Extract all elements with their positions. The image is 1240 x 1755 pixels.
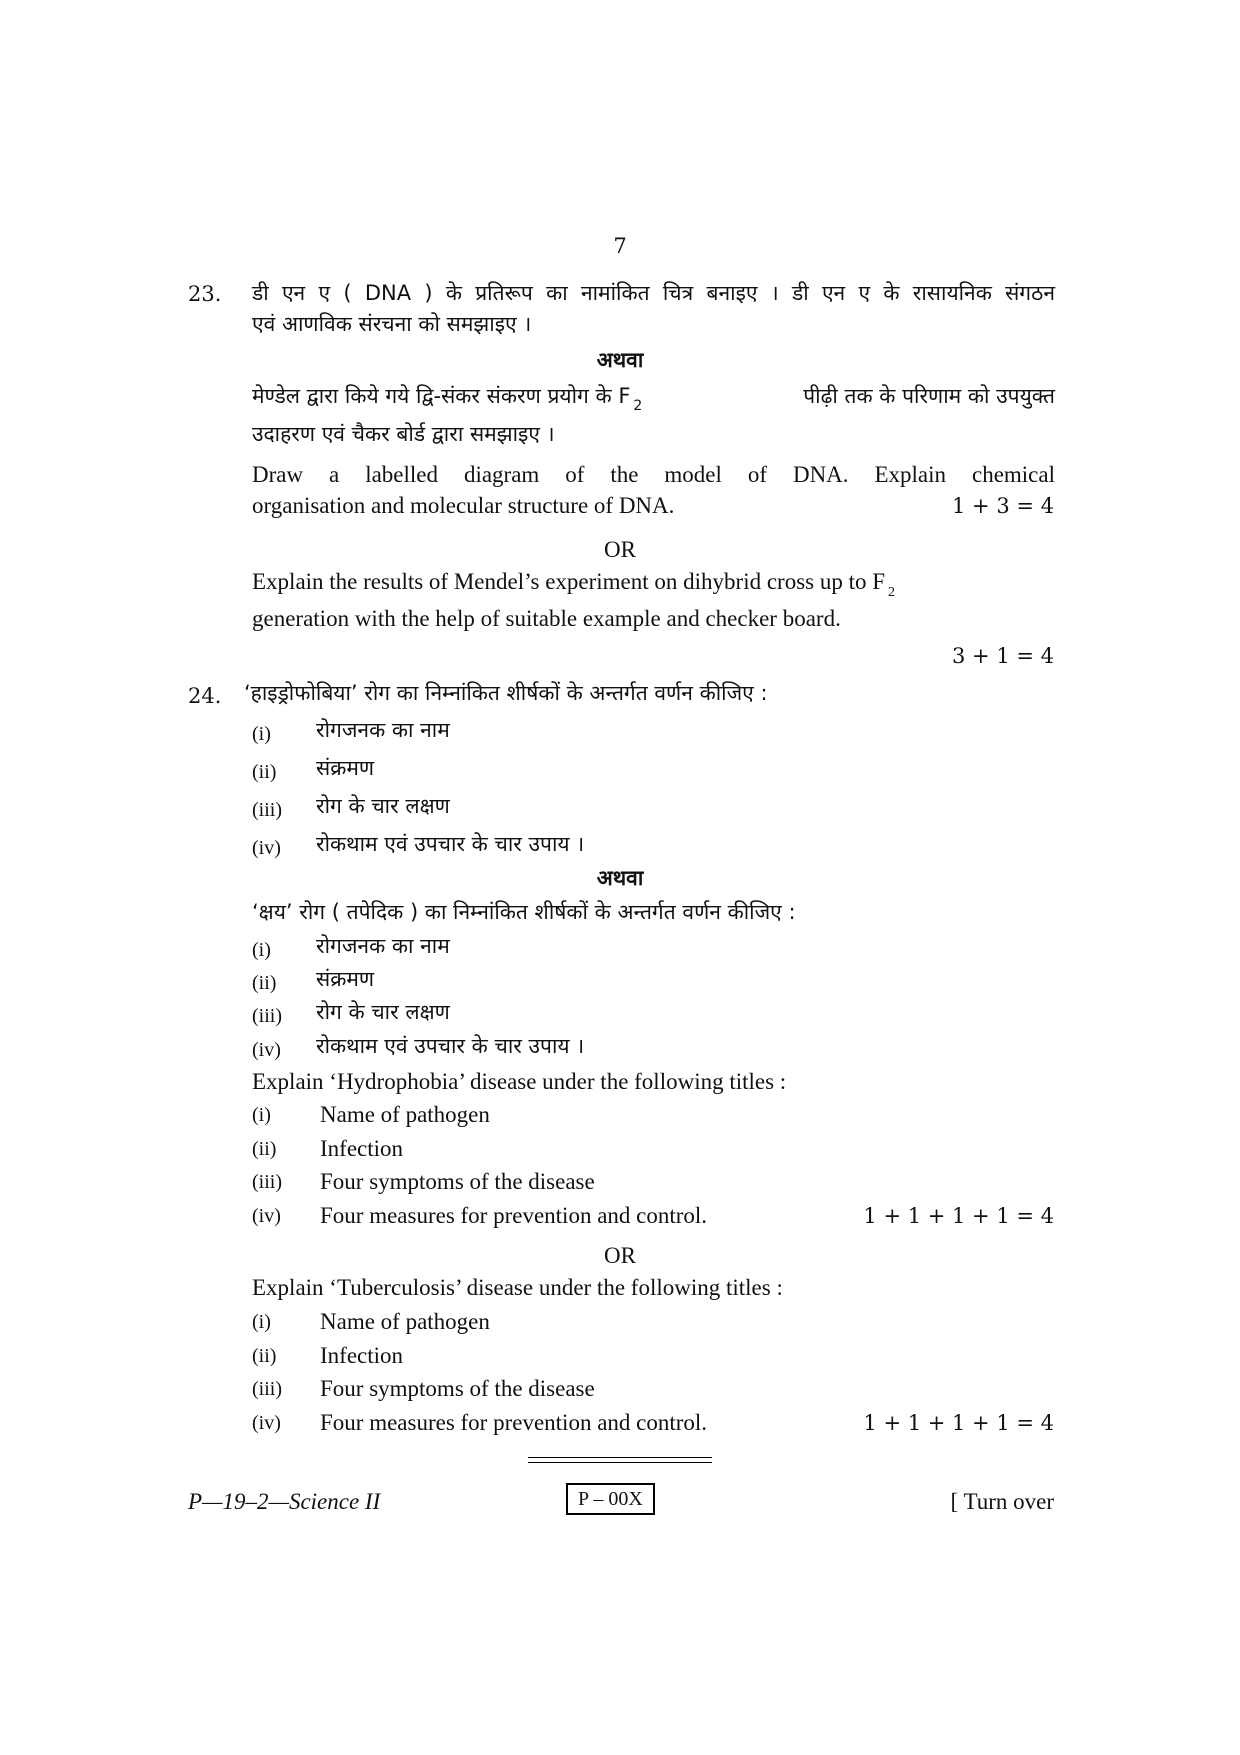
f2-subscript-english: 2 xyxy=(888,585,896,600)
q24-english-item-text: Name of pathogen xyxy=(320,1102,490,1127)
q24-english-alt-item-label: (ii) xyxy=(252,1345,277,1367)
q24-english-item-label: (ii) xyxy=(252,1138,277,1160)
q23-english-alt-line-2: generation with the help of suitable example and checker board. xyxy=(252,606,841,631)
double-rule-top xyxy=(528,1457,712,1458)
q24-english-alt-item-text: Infection xyxy=(320,1343,404,1368)
question-23-number: 23. xyxy=(188,282,222,306)
q24-english-alt-item-label: (iv) xyxy=(252,1412,281,1434)
q23-hindi-alt-line-1-pre: मेण्डेल द्वारा किये गये द्वि-संकर संकरण प्रयोग के F xyxy=(252,384,631,408)
f2-subscript: 2 xyxy=(633,398,643,414)
q24-hindi-item-text: रोग के चार लक्षण xyxy=(316,794,450,818)
q24-english-item-text: Four measures for prevention and control. xyxy=(320,1203,708,1228)
q24-hindi-alt-item-text: रोग के चार लक्षण xyxy=(316,1000,450,1024)
q24-english-item-label: (iii) xyxy=(252,1171,282,1193)
q24-english-alt-item-label: (i) xyxy=(252,1311,271,1333)
q24-hindi-alt-intro: ‘क्षय’ रोग ( तपेदिक ) का निम्नांकित शीर्षकों के अन्तर्गत वर्णन कीजिए : xyxy=(252,900,796,924)
q24-hindi-alt-item-label: (iv) xyxy=(252,1039,281,1061)
q24-english-intro: Explain ‘Hydrophobia’ disease under the following titles : xyxy=(252,1069,787,1094)
q23-hindi-alt-line-1-post: पीढ़ी तक के परिणाम को उपयुक्त xyxy=(803,384,1055,408)
q23-hindi-line-1: डी एन ए ( DNA ) के प्रतिरूप का नामांकित चित्र बनाइए । डी एन ए के रासायनिक संगठन xyxy=(252,281,1055,305)
footer-box xyxy=(566,1488,655,1510)
q24-english-item-label: (iv) xyxy=(252,1205,281,1227)
q24-hindi-alt-item-text: रोगजनक का नाम xyxy=(316,934,450,958)
q24-english-alt-item-text: Four symptoms of the disease xyxy=(320,1376,595,1401)
q24-english-item-label: (i) xyxy=(252,1104,271,1126)
q23-english-line-2: organisation and molecular structure of DNA. xyxy=(252,493,675,518)
q23-marks-1: 1 + 3 = 4 xyxy=(952,494,1054,518)
q24-english-alt-item-text: Four measures for prevention and control. xyxy=(320,1410,708,1435)
q24-hindi-alt-item-text: संक्रमण xyxy=(316,967,375,991)
q24-english-alt-item-label: (iii) xyxy=(252,1378,282,1400)
q24-hindi-item-text: रोकथाम एवं उपचार के चार उपाय । xyxy=(316,832,585,856)
question-24-number: 24. xyxy=(188,684,222,708)
q24-hindi-item-label: (iii) xyxy=(252,799,282,821)
q24-marks-1: 1 + 1 + 1 + 1 = 4 xyxy=(863,1204,1054,1228)
q23-english-alt-line-1-pre: Explain the results of Mendel’s experiment on dihybrid cross up to F xyxy=(252,569,886,594)
q24-hindi-alt-item-text: रोकथाम एवं उपचार के चार उपाय । xyxy=(316,1034,585,1058)
q24-english-item-text: Infection xyxy=(320,1136,404,1161)
q24-hindi-item-label: (iv) xyxy=(252,837,281,859)
q24-english-alt-item-text: Name of pathogen xyxy=(320,1309,490,1334)
footer-code-box: P – 00X xyxy=(566,1483,655,1515)
q24-or-heading: OR xyxy=(604,1243,636,1268)
q23-marks-2: 3 + 1 = 4 xyxy=(952,644,1054,668)
q24-hindi-item-label: (i) xyxy=(252,723,271,745)
q24-hindi-item-text: संक्रमण xyxy=(316,756,375,780)
page-number: 7 xyxy=(613,234,627,258)
q23-hindi-line-2: एवं आणविक संरचना को समझाइए । xyxy=(252,312,532,336)
q24-hindi-intro: ‘हाइड्रोफोबिया’ रोग का निम्नांकित शीर्षकों के अन्तर्गत वर्णन कीजिए : xyxy=(244,681,768,705)
q24-athva-heading: अथवा xyxy=(596,866,644,890)
q23-english-line-1: Draw a labelled diagram of the model of DNA. Explain chemical xyxy=(252,462,1055,487)
double-rule-bottom xyxy=(528,1462,712,1463)
q24-hindi-alt-item-label: (ii) xyxy=(252,972,277,994)
q24-english-alt-intro: Explain ‘Tuberculosis’ disease under the following titles : xyxy=(252,1275,783,1300)
q23-athva-heading: अथवा xyxy=(596,348,644,372)
q24-english-item-text: Four symptoms of the disease xyxy=(320,1169,595,1194)
footer-turn-over: [ Turn over xyxy=(950,1489,1054,1514)
q23-hindi-alt-line-1 xyxy=(252,384,1055,414)
q24-hindi-item-label: (ii) xyxy=(252,761,277,783)
q24-hindi-alt-item-label: (i) xyxy=(252,939,271,961)
q23-english-alt-line-1 xyxy=(252,569,896,600)
q24-hindi-alt-item-label: (iii) xyxy=(252,1005,282,1027)
q23-hindi-alt-line-2: उदाहरण एवं चैकर बोर्ड द्वारा समझाइए । xyxy=(252,422,555,446)
q24-marks-2: 1 + 1 + 1 + 1 = 4 xyxy=(863,1411,1054,1435)
q24-hindi-item-text: रोगजनक का नाम xyxy=(316,718,450,742)
footer-paper-code: P—19–2—Science II xyxy=(188,1489,381,1514)
q23-or-heading: OR xyxy=(604,537,636,562)
